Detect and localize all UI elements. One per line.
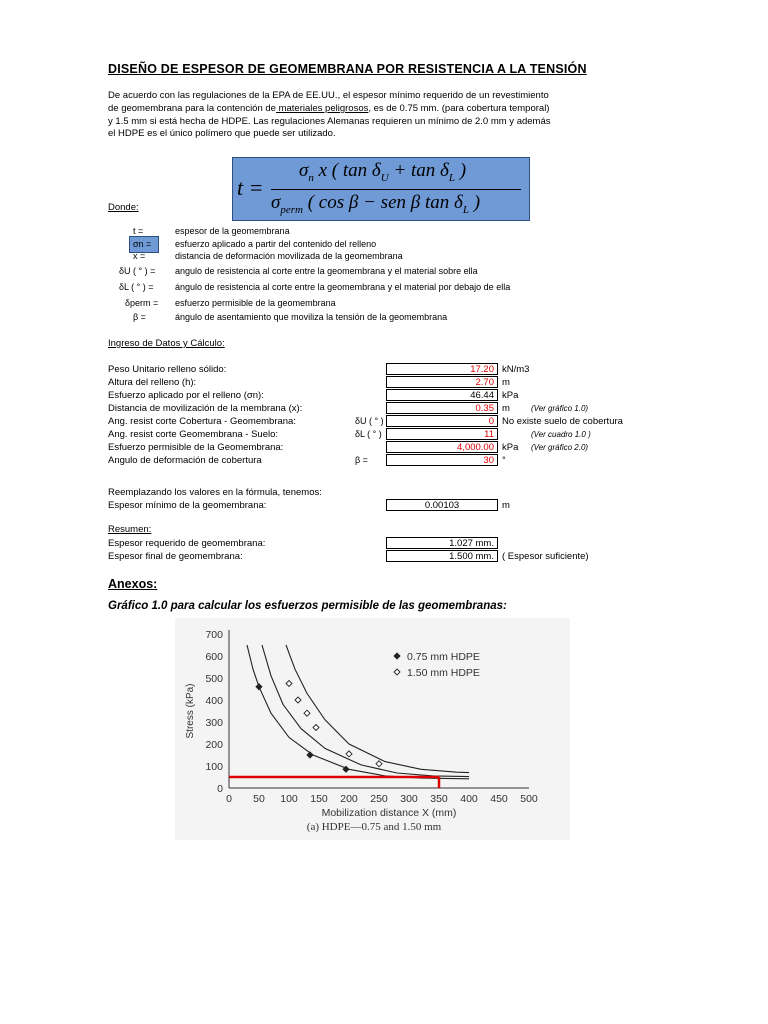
min-thickness-label: Espesor mínimo de la geomembrana: <box>108 500 267 511</box>
min-thickness-unit: m <box>502 500 510 511</box>
y-tick-label: 0 <box>217 783 223 795</box>
intro-line-3: y 1.5 mm si está hecha de HDPE. Las regulaciones Alemanas requieren un mínimo de 2.0 mm y además <box>108 116 551 127</box>
input-value-cell[interactable]: 30 <box>386 454 498 466</box>
stress-chart-svg <box>175 618 570 840</box>
input-symbol: δU ( ° ) <box>355 416 384 426</box>
input-unit: ° <box>502 455 506 466</box>
definition-text: esfuerzo aplicado a partir del contenido del relleno <box>175 239 377 249</box>
input-note: (Ver cuadro 1.0 ) <box>531 430 591 439</box>
definition-symbol: β = <box>133 312 146 322</box>
x-tick-label: 250 <box>370 793 388 805</box>
definition-text: espesor de la geomembrana <box>175 226 290 236</box>
data-point <box>376 761 382 767</box>
definition-symbol: δL ( ° ) = <box>119 282 154 292</box>
input-unit: No existe suelo de cobertura <box>502 416 623 427</box>
input-value-cell[interactable]: 0.35 <box>386 402 498 414</box>
x-tick-label: 300 <box>400 793 418 805</box>
legend-marker <box>394 669 400 675</box>
input-label: Ang. resist corte Geomembrana - Suelo: <box>108 429 279 440</box>
intro-line-4: el HDPE es el único polímero que puede ser utilizado. <box>108 128 336 139</box>
replace-text: Reemplazando los valores en la fórmula, tenemos: <box>108 487 322 498</box>
y-tick-label: 300 <box>205 717 223 729</box>
y-tick-label: 400 <box>205 695 223 707</box>
input-unit: m <box>502 403 510 414</box>
x-axis-label: Mobilization distance X (mm) <box>321 807 457 819</box>
formula-numerator <box>299 160 466 184</box>
y-tick-label: 200 <box>205 739 223 751</box>
input-note: (Ver gráfico 2.0) <box>531 443 589 452</box>
num-rest2: + tan δ <box>388 160 449 181</box>
required-label: Espesor requerido de geomembrana: <box>108 538 266 549</box>
x-tick-label: 100 <box>280 793 298 805</box>
input-label: Esfuerzo permisible de la Geomembrana: <box>108 442 284 453</box>
final-value: 1.500 mm. <box>386 550 498 562</box>
fraction-bar <box>271 189 521 190</box>
required-value: 1.027 mm. <box>386 537 498 549</box>
intro-line-2c: , es de 0.75 mm. (para cobertura temporal) <box>368 103 550 114</box>
input-note: (Ver gráfico 1.0) <box>531 404 589 413</box>
x-tick-label: 200 <box>340 793 358 805</box>
input-label: Distancia de movilización de la membrana (x): <box>108 403 303 414</box>
donde-label: Donde: <box>108 202 139 213</box>
intro-line-2 <box>108 103 549 114</box>
y-tick-label: 100 <box>205 761 223 773</box>
den-rest: ( cos β − sen β tan δ <box>302 192 463 213</box>
num-sub2: U <box>380 171 389 184</box>
final-note: ( Espesor suficiente) <box>502 551 589 562</box>
series-curve <box>286 645 469 773</box>
final-label: Espesor final de geomembrana: <box>108 551 243 562</box>
x-tick-label: 500 <box>520 793 538 805</box>
definition-symbol: t = <box>133 226 144 236</box>
x-tick-label: 450 <box>490 793 508 805</box>
data-point <box>304 710 310 716</box>
num-sub: n <box>308 171 314 184</box>
data-point <box>286 681 292 687</box>
definition-symbol: σn = <box>133 239 152 249</box>
num-sub3: L <box>448 171 456 184</box>
y-tick-label: 600 <box>205 651 223 663</box>
input-label: Esfuerzo aplicado por el relleno (σn): <box>108 390 264 401</box>
definition-symbol: δU ( ° ) = <box>119 266 156 276</box>
den-end: ) <box>468 192 481 213</box>
legend-label: 1.50 mm HDPE <box>407 667 480 679</box>
data-point <box>256 684 262 690</box>
num-sigma: σ <box>299 160 309 181</box>
min-thickness-value: 0.00103 <box>386 499 498 511</box>
graph-title: Gráfico 1.0 para calcular los esfuerzos permisible de las geomembranas: <box>108 600 507 612</box>
data-point <box>346 751 352 757</box>
den-sub: perm <box>280 203 303 216</box>
input-value-cell[interactable]: 46.44 <box>386 389 498 401</box>
input-label: Angulo de deformación de cobertura <box>108 455 262 466</box>
input-unit: kPa <box>502 390 519 401</box>
legend-label: 0.75 mm HDPE <box>407 651 480 663</box>
legend-marker <box>394 653 400 659</box>
definition-text: ángulo de asentamiento que moviliza la tensión de la geomembrana <box>175 312 448 322</box>
definition-text: angulo de resistencia al corte entre la geomembrana y el material sobre ella <box>175 266 478 276</box>
input-unit: m <box>502 377 510 388</box>
intro-line-1: De acuerdo con las regulaciones de la EPA de EE.UU., el espesor mínimo requerido de un revestimiento <box>108 90 549 101</box>
formula-denominator <box>271 192 480 216</box>
chart-caption: (a) HDPE—0.75 and 1.50 mm <box>306 821 442 833</box>
formula-box <box>232 157 530 221</box>
definition-symbol: x = <box>133 251 146 261</box>
data-point <box>307 752 313 758</box>
intro-hazard-link: materiales peligrosos <box>275 103 369 114</box>
resumen-header: Resumen: <box>108 524 152 535</box>
definition-text: ángulo de resistencia al corte entre la geomembrana y el material por debajo de ella <box>175 282 511 292</box>
input-label: Peso Unitario relleno sólido: <box>108 364 227 375</box>
anexos-heading: Anexos: <box>108 577 158 591</box>
input-value-cell[interactable]: 4,000.00 <box>386 441 498 453</box>
series-curve <box>247 645 469 779</box>
x-tick-label: 350 <box>430 793 448 805</box>
input-symbol: β = <box>355 455 368 465</box>
input-value-cell[interactable]: 11 <box>386 428 498 440</box>
input-header: Ingreso de Datos y Cálculo: <box>108 338 225 349</box>
x-tick-label: 0 <box>226 793 232 805</box>
intro-line-2a: de geomembrana para la contención de <box>108 103 276 114</box>
input-label: Ang. resist corte Cobertura - Geomembrana: <box>108 416 296 427</box>
x-tick-label: 400 <box>460 793 478 805</box>
definition-symbol: δperm = <box>125 298 159 308</box>
stress-chart <box>175 618 570 840</box>
den-sigma: σ <box>271 192 281 213</box>
y-tick-label: 500 <box>205 673 223 685</box>
data-point <box>295 697 301 703</box>
input-value-cell[interactable]: 2.70 <box>386 376 498 388</box>
input-unit: kN/m3 <box>502 364 530 375</box>
data-point <box>313 725 319 731</box>
den-sub2: L <box>462 203 469 216</box>
input-label: Altura del relleno (h): <box>108 377 197 388</box>
num-end: ) <box>455 160 467 181</box>
num-rest: x ( tan δ <box>313 160 381 181</box>
y-tick-label: 700 <box>205 629 223 641</box>
x-tick-label: 50 <box>253 793 265 805</box>
input-value-cell[interactable]: 17.20 <box>386 363 498 375</box>
definition-text: distancia de deformación movilizada de la geomembrana <box>175 251 403 261</box>
x-tick-label: 150 <box>310 793 328 805</box>
y-axis-label: Stress (kPa) <box>185 683 196 739</box>
input-unit: kPa <box>502 442 519 453</box>
input-symbol: δL ( ° ) <box>355 429 382 439</box>
page-title: DISEÑO DE ESPESOR DE GEOMEMBRANA POR RESISTENCIA A LA TENSIÓN <box>108 62 587 76</box>
input-value-cell[interactable]: 0 <box>386 415 498 427</box>
formula-lhs: t = <box>237 175 264 200</box>
definition-text: esfuerzo permisible de la geomembrana <box>175 298 336 308</box>
